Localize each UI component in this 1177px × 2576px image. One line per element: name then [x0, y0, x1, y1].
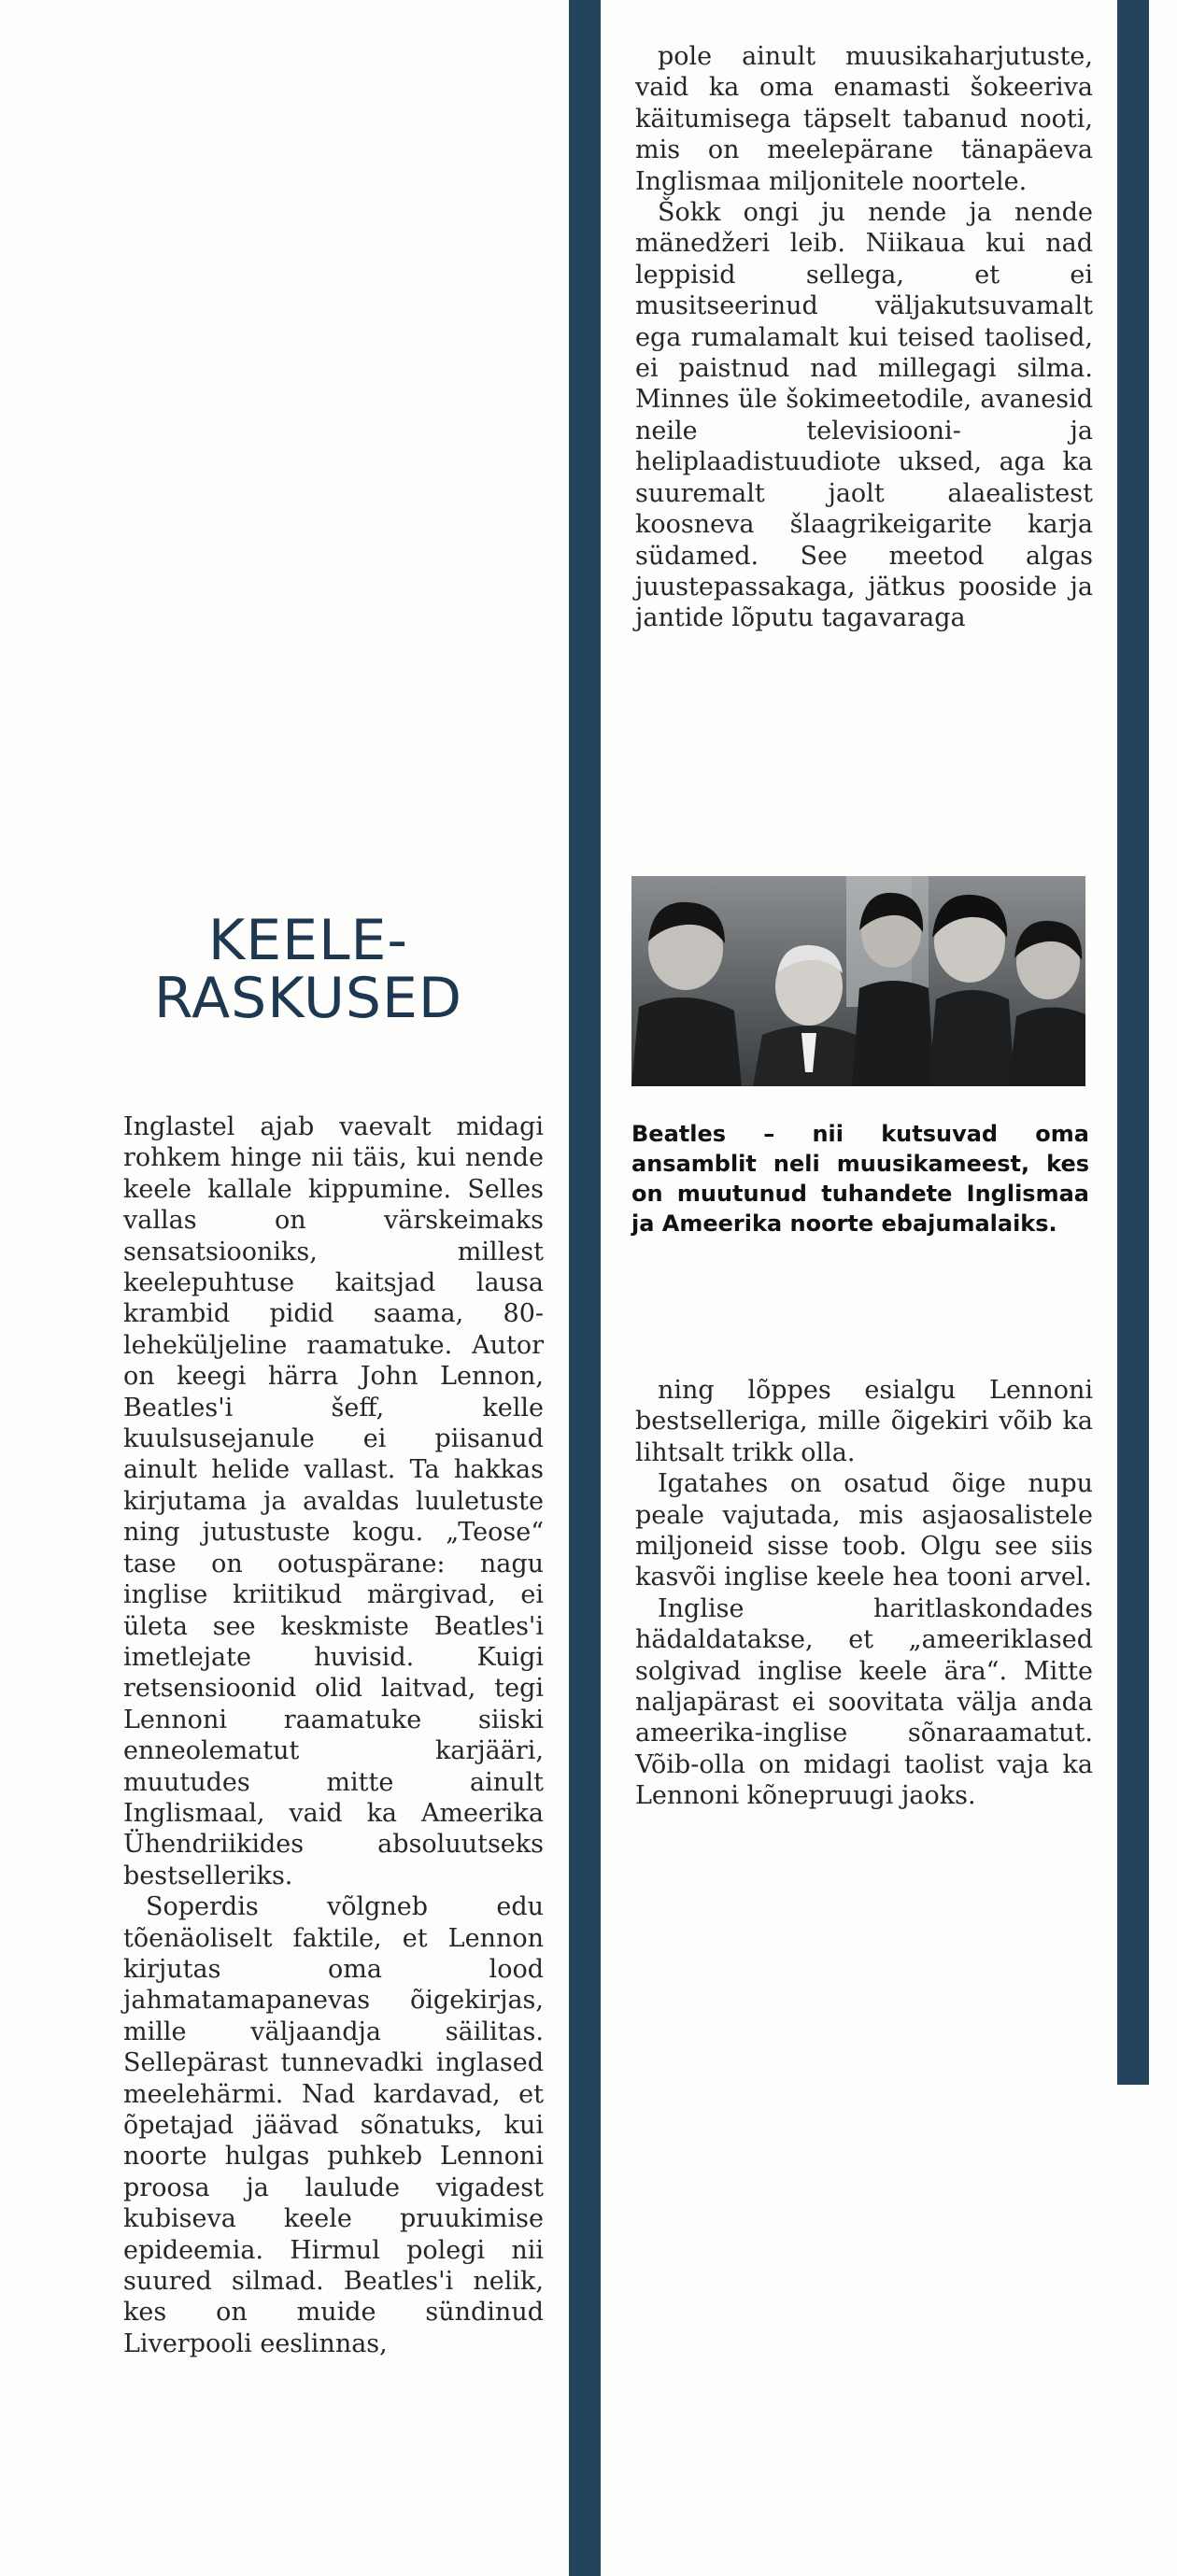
paragraph: pole ainult muusikaharjutuste, vaid ka oma enamasti šokeeriva käitumisega täpselt tabanud nooti, mis on meelepärane tänapäeva Inglismaa miljonitele noortele. — [635, 42, 1093, 196]
paragraph: Inglise haritlaskondades hädaldatakse, et „ameeriklased solgivad inglise keele ära“. Mitte naljapärast ei soovitata välja anda ameerika-inglise sõnaraamatut. Võib-olla on midagi taolist vaja ka Lennoni kõnepruugi jaoks. — [635, 1593, 1093, 1811]
column-rule-left — [569, 0, 601, 2576]
paragraph: Šokk ongi ju nende ja nende mänedžeri leib. Niikaua kui nad leppisid sellega, et ei musitseerinud väljakutsuvamalt ega rumalamalt kui teised taolised, ei paistnud nad millegagi silma. Minnes üle šokimeetodile, avanesid neile televisiooni- ja heliplaadistuudiote uksed, aga ka suuremalt jaolt alaealistest koosneva šlaagrikeigarite karja südamed. See meetod algas juustepassakaga, jätkus pooside ja jantide lõputu tagavaraga — [635, 198, 1093, 633]
headline-line-1: KEELE- — [207, 908, 409, 973]
left-column-text — [123, 1111, 544, 2359]
paragraph: Soperdis võlgneb edu tõenäoliselt faktile, et Lennon kirjutas oma lood jahmatamapanevas õigekirjas, mille väljaandja säilitas. Sellepärast tunnevadki inglased meelehärmi. Nad kardavad, et õpetajad jäävad sõnatuks, kui noorte hulgas puhkeb Lennoni proosa ja laulude vigadest kubiseva keele pruukimise epideemia. Hirmul polegi nii suured silmad. Beatles'i nelik, kes on muide sündinud Liverpooli eeslinnas, — [123, 1892, 544, 2358]
column-rule-right — [1117, 0, 1149, 2085]
beatles-photo — [631, 876, 1085, 1086]
right-column-bottom-text — [635, 1375, 1093, 1812]
article-headline — [93, 908, 523, 1031]
right-column-top-text — [635, 41, 1093, 634]
paragraph: Igatahes on osatud õige nupu peale vajutada, mis asjaosalistele miljoneid sisse toob. Olgu see siis kasvõi inglise keele hea tooni arvel. — [635, 1469, 1093, 1592]
paragraph: ning lõppes esialgu Lennoni bestselleriga, mille õigekiri võib ka lihtsalt trikk olla. — [635, 1376, 1093, 1467]
headline-line-2: RASKUSED — [153, 966, 463, 1031]
photo-caption: Beatles – nii kutsuvad oma ansamblit neli muusikameest, kes on muutunud tuhandete Inglismaa ja Ameerika noorte ebajumalaiks. — [631, 1121, 1089, 1237]
paragraph: Inglastel ajab vaevalt midagi rohkem hinge nii täis, kui nende keele kallale kippumine. Selles vallas on värskeimaks sensatsiooniks, millest keelepuhtuse kaitsjad lausa krambid pidid saama, 80-leheküljeline raamatuke. Autor on keegi härra John Lennon, Beatles'i šeff, kelle kuulsusejanule ei piisanud ainult helide vallast. Ta hakkas kirjutama ja avaldas luuletuste ning jutustuste kogu. „Teose“ tase on ootuspärane: nagu inglise kriitikud märgivad, ei ületa see keskmiste Beatles'i imetlejate huvisid. Kuigi retsensioonid olid laitvad, tegi Lennoni raamatuke siiski enneolematut karjääri, muutudes mitte ainult Inglismaal, vaid ka Ameerika Ühendriikides absoluutseks bestselleriks. — [123, 1112, 544, 1890]
beatles-photo-illustration — [631, 876, 1085, 1086]
